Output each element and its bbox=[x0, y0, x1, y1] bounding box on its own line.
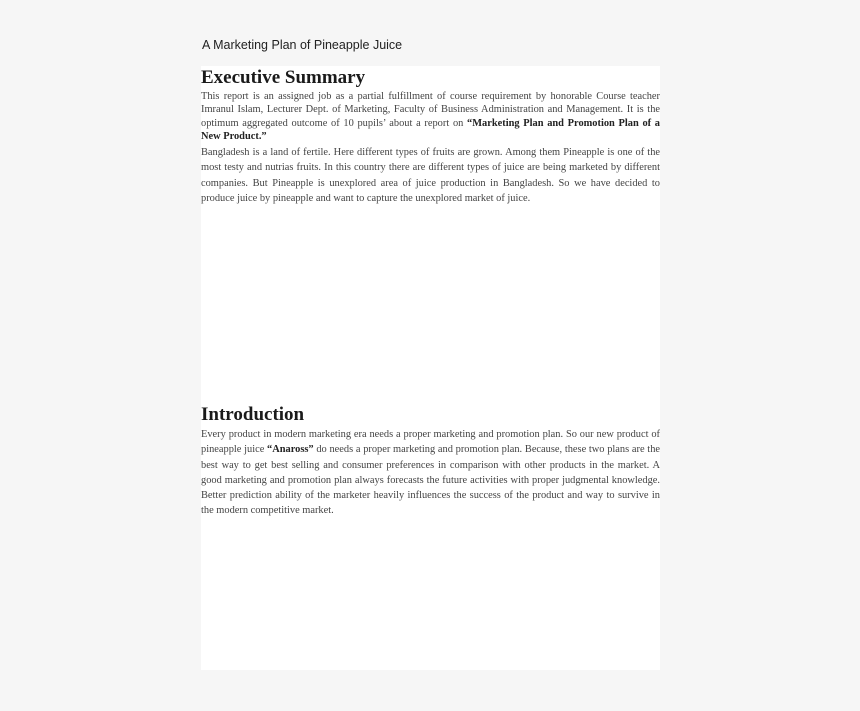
introduction-p1-bold: “Anaross” bbox=[267, 444, 314, 456]
executive-summary-heading: Executive Summary bbox=[201, 67, 366, 88]
introduction-heading: Introduction bbox=[201, 404, 305, 425]
executive-summary-p1-bold: “Marketing Plan and Promotion Plan of a New Product.” bbox=[201, 117, 661, 143]
document-page bbox=[201, 66, 660, 670]
introduction-paragraph bbox=[201, 427, 660, 519]
introduction-p1-before: Every product in modern marketing era needs a proper marketing and promotion plan. So our new product of pineapple juice bbox=[201, 429, 660, 456]
document-title: A Marketing Plan of Pineapple Juice bbox=[202, 38, 403, 52]
executive-summary-paragraph-1 bbox=[201, 90, 660, 144]
executive-summary-p1-text: This report is an assigned job as a partial fulfillment of course requirement by honorable Course teacher Imranul Islam, Lecturer Dept. of Marketing, Faculty of Business Administration and Management. It is the optimum aggregated outcome of 10 pupils’ about a report on bbox=[201, 91, 660, 129]
executive-summary-paragraph-2: Bangladesh is a land of fertile. Here different types of fruits are grown. Among them Pineapple is one of the most testy and nutrias fruits. In this country there are different types of juice are being marketed by different companies. But Pineapple is unexplored area of juice production in Bangladesh. So we have decided to produce juice by pineapple and want to capture the unexplored market of juice. bbox=[201, 147, 660, 204]
introduction-p1-after: do needs a proper marketing and promotion plan. Because, these two plans are the best way to get best selling and consumer preferences in comparison with other products in the market. A good marketing and promotion plan always forecasts the future activities with proper judgmental knowledge. Better prediction ability of the marketer heavily influences the success of the product and way to survive in the modern competitive market. bbox=[201, 444, 660, 517]
